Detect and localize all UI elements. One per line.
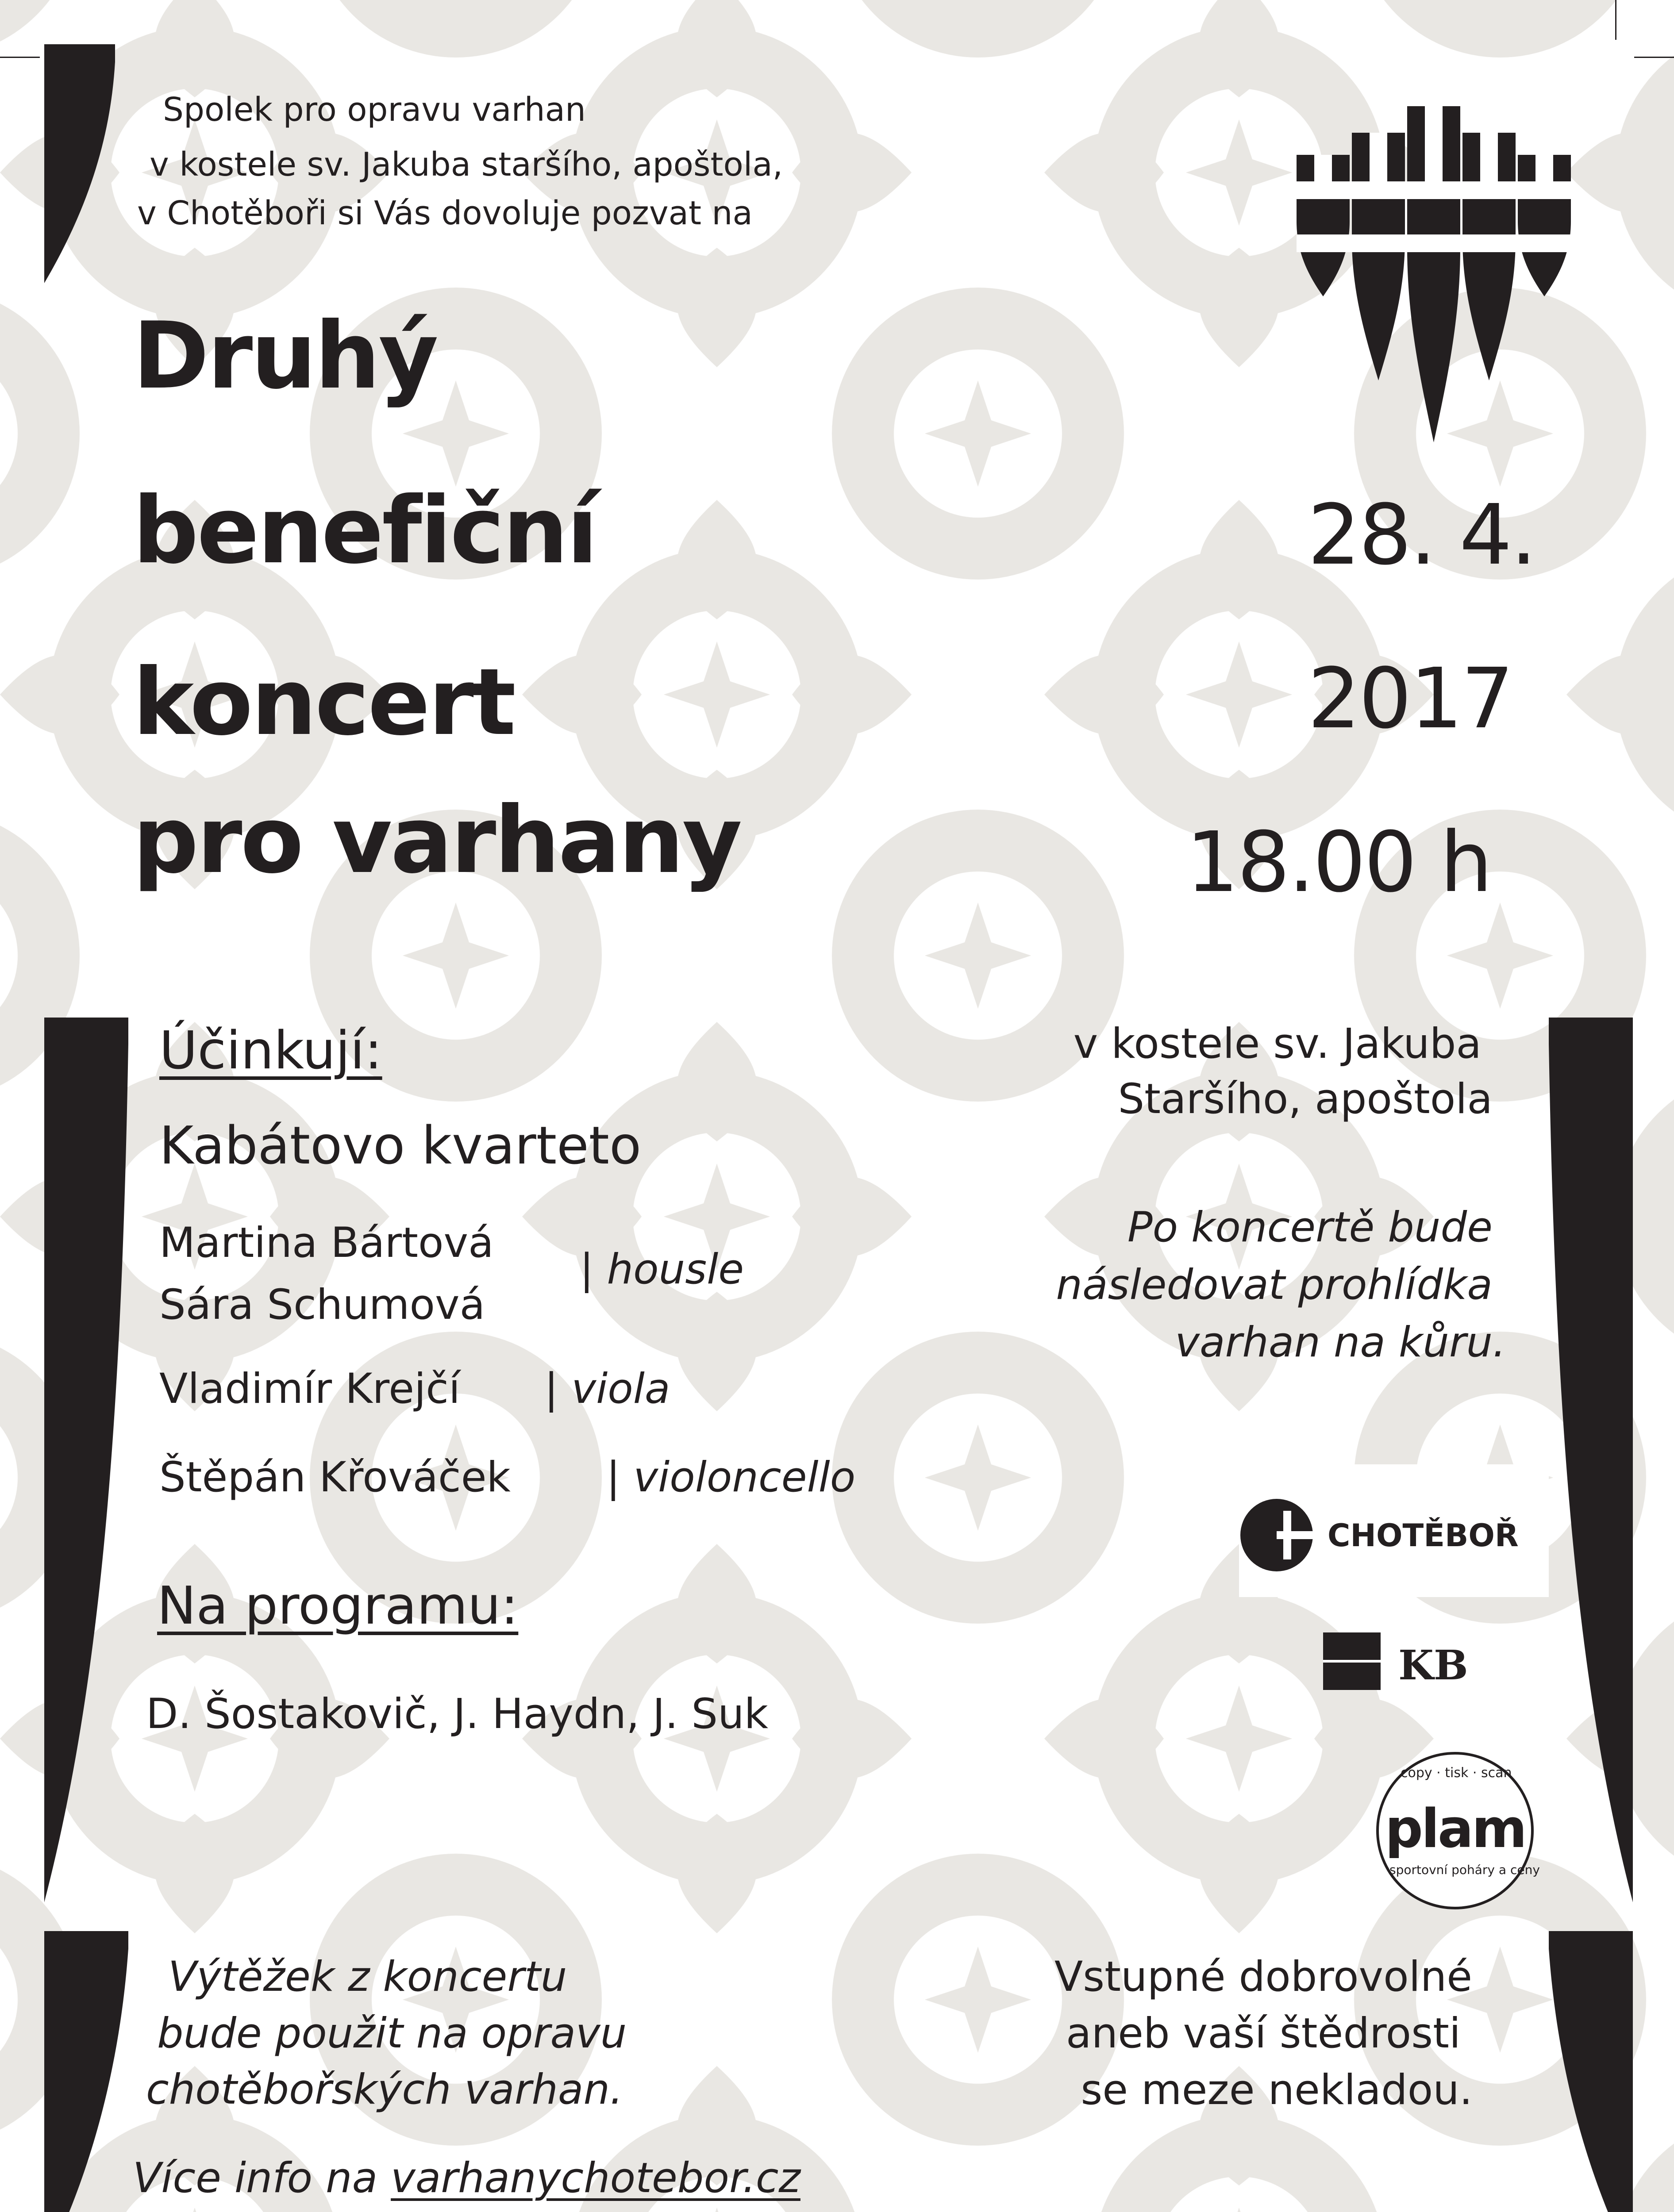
more-info [133, 2150, 800, 2207]
bottom-left-curtain-shape [44, 1931, 133, 2212]
concert-time: 18.00 h [1186, 814, 1491, 911]
program-heading: Na programu: [157, 1575, 519, 1636]
venue-line: v kostele sv. Jakuba [1073, 1020, 1482, 1068]
top-left-curtain-shape [44, 44, 119, 283]
plam-top-label: copy · tisk · scan [1401, 1765, 1512, 1781]
chotebor-sponsor-label: CHOTĚBOŘ [1328, 1517, 1519, 1554]
title-line: benefiční [133, 477, 596, 584]
tour-line: následovat prohlídka [1056, 1261, 1493, 1309]
proceeds-line: Výtěžek z koncertu [168, 1953, 567, 2001]
concert-year: 2017 [1308, 650, 1512, 747]
more-info-label: Více info na [133, 2154, 378, 2202]
chotebor-logo-icon [1239, 1498, 1314, 1573]
website-link[interactable]: varhanychotebor.cz [391, 2154, 800, 2202]
crop-mark [1634, 57, 1674, 58]
tour-line: Po koncertě bude [1127, 1203, 1493, 1252]
sponsor-plam [1376, 1752, 1540, 1911]
instrument-label: | housle [580, 1245, 744, 1294]
left-curtain-shape [44, 1018, 133, 1902]
proceeds-line: bude použit na opravu [157, 2009, 627, 2058]
plam-bottom-label: sportovní poháry a ceny [1389, 1863, 1540, 1877]
concert-date: 28. 4. [1308, 487, 1535, 584]
tour-line: varhan na kůru. [1175, 1318, 1506, 1367]
sponsor-kb [1323, 1632, 1500, 1699]
musician-name: Štěpán Křováček [159, 1453, 511, 1502]
bottom-right-curtain-shape [1544, 1931, 1633, 2212]
intro-line: Spolek pro opravu varhan [163, 91, 586, 129]
instrument-label: | violoncello [606, 1453, 856, 1502]
intro-line: v Chotěboři si Vás dovoluje pozvat na [137, 194, 753, 232]
right-curtain-shape [1544, 1018, 1633, 1902]
title-line: koncert [133, 649, 515, 756]
musician-name: Sára Schumová [159, 1281, 485, 1329]
admission-line: Vstupné dobrovolné [1054, 1953, 1473, 2001]
plam-logo-name: plam [1385, 1798, 1526, 1860]
musician-name: Vladimír Krejčí [159, 1365, 460, 1413]
sponsor-chotebor [1239, 1464, 1549, 1597]
musician-name: Martina Bártová [159, 1219, 494, 1267]
performers-heading: Účinkují: [159, 1020, 382, 1081]
program-composers: D. Šostakovič, J. Haydn, J. Suk [146, 1690, 769, 1738]
kb-sponsor-label: KB [1398, 1641, 1468, 1689]
organ-pipes-logo-icon [1297, 106, 1571, 442]
instrument-label: | viola [544, 1365, 670, 1413]
intro-line: v kostele sv. Jakuba staršího, apoštola, [150, 146, 783, 184]
proceeds-line: chotěbořských varhan. [146, 2066, 623, 2114]
admission-line: se meze nekladou. [1081, 2066, 1473, 2114]
kb-logo-icon [1323, 1632, 1381, 1690]
ensemble-name: Kabátovo kvarteto [159, 1115, 642, 1176]
title-line: pro varhany [133, 787, 741, 894]
venue-line: Staršího, apoštola [1118, 1075, 1493, 1123]
title-line: Druhý [133, 303, 437, 410]
admission-block [1009, 1949, 1518, 2119]
crop-mark [1615, 0, 1616, 40]
crop-mark [0, 57, 40, 58]
admission-line: aneb vaší štědrosti [1066, 2009, 1461, 2058]
